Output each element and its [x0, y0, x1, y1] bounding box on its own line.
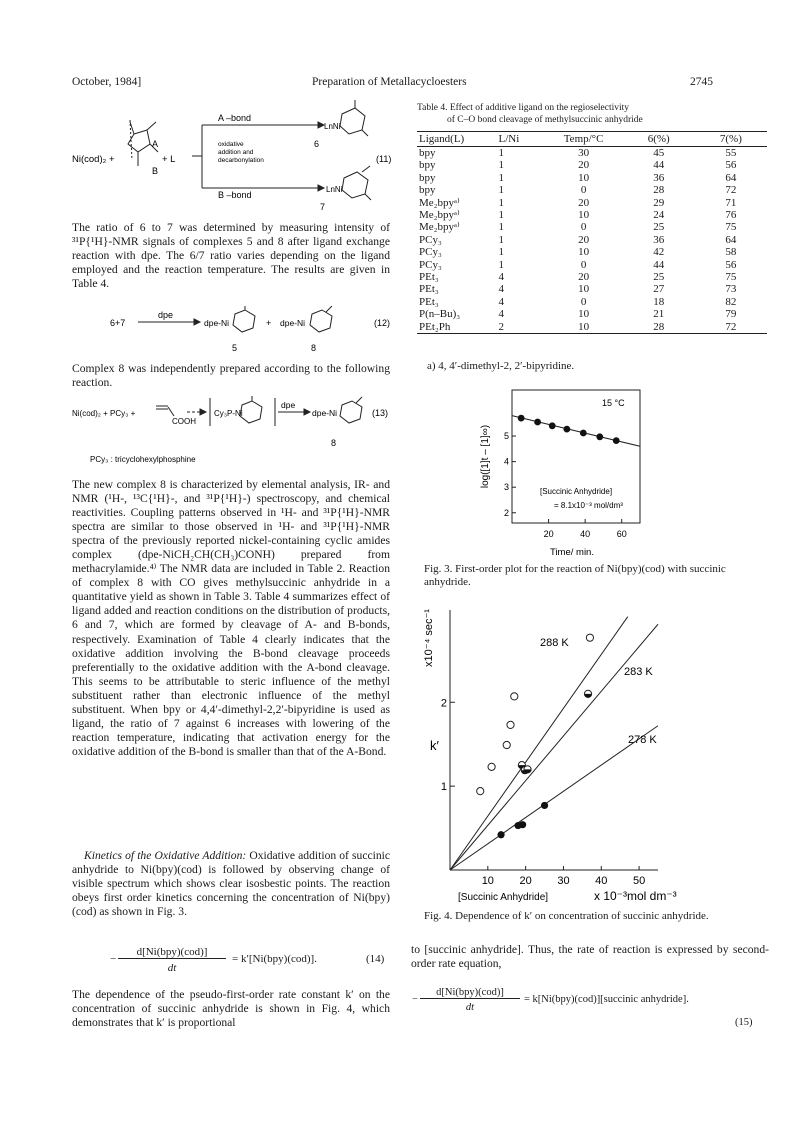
page-number: 2745: [690, 76, 713, 88]
fig4-point-open: [586, 634, 593, 641]
table-row: [417, 321, 767, 334]
fig3-data-point: [613, 437, 620, 444]
bond-b-mark: B: [152, 166, 159, 176]
table-cell: 28: [653, 320, 665, 333]
table-row: [417, 308, 767, 320]
paragraph-new-complex: [72, 478, 390, 759]
table-cell: 4: [498, 283, 504, 296]
table-cell: 71: [725, 196, 737, 209]
table-cell: PEt₃: [419, 283, 439, 296]
fig4-point-filled: [519, 821, 526, 828]
table-cell: 58: [725, 246, 737, 259]
paragraph-ratio: [72, 221, 390, 291]
table-cell: 20: [578, 159, 590, 172]
equation-13-number: (13): [372, 408, 389, 418]
fig4-point-open: [511, 693, 518, 700]
table-cell: 28: [653, 184, 665, 197]
fig4-x-tick-label: 30: [557, 875, 570, 887]
table-cell: 29: [653, 196, 665, 209]
fig4-y-tick-label: 1: [440, 781, 447, 794]
paragraph-dependence: [72, 988, 390, 1030]
table-cell: 0: [580, 184, 587, 197]
scheme-12-left: 6+7: [110, 318, 126, 328]
fig4-x-tick-label: 40: [595, 875, 608, 887]
figure-4: [418, 600, 718, 905]
fig4-series-label: 283 K: [624, 666, 653, 678]
table-cell: 4: [498, 308, 504, 321]
table-cell: 1: [498, 147, 504, 159]
table-4-body: [417, 147, 767, 334]
scheme-12-product-2: dpe-Ni: [280, 318, 306, 328]
eq14-denominator: dt: [167, 962, 177, 974]
scheme-13-acid: COOH: [172, 417, 196, 426]
table-cell: 64: [725, 171, 737, 184]
equation-11-number: (11): [376, 154, 392, 164]
table-cell: 10: [578, 209, 590, 222]
fig4-series-label: 288 K: [540, 637, 569, 649]
figure-3-plot: [420, 380, 670, 565]
table-cell: 1: [498, 209, 504, 222]
table-row: [417, 259, 767, 271]
paragraph-complex-8: [72, 362, 390, 390]
fig4-x-tick-label: 50: [632, 875, 646, 887]
table-cell: 10: [578, 283, 590, 296]
paragraph-ratio-text: The ratio of 6 to 7 was determined by measuring intensity of ³¹P{¹H}-NMR signals of complexes 5 and 8 after ligand exchange reaction with dpe. The 6/7 ratio varies depending on the ligand employed and the reaction temperature. The results are given in Table 4.: [72, 221, 390, 291]
table-cell: 36: [653, 233, 665, 246]
table-cell: bpy: [419, 171, 436, 184]
fig4-point-filled: [497, 831, 504, 838]
fig4-point-open: [503, 741, 510, 748]
table-row: [417, 246, 767, 258]
scheme-13-product: dpe-Ni: [312, 408, 338, 418]
paragraph-second-order: [411, 943, 769, 971]
table-cell: 27: [653, 283, 665, 296]
compound-8-number-b: 8: [331, 438, 337, 448]
table-cell: 79: [725, 308, 737, 321]
kinetics-heading: Kinetics of the Oxidative Addition:: [84, 849, 247, 862]
figure-4-caption: Fig. 4. Dependence of k′ on concentration of succinic anhydride.: [424, 910, 709, 922]
fig4-y-axis-label: k′: [430, 738, 439, 753]
fig3-y-tick-label: 4: [503, 456, 509, 467]
table-cell: P(n–Bu)₃: [419, 308, 461, 321]
eq15-number: (15): [735, 1017, 753, 1028]
paragraph-dependence-text: The dependence of the pseudo-first-order rate constant k′ on the concentration of succinic anhydride is shown in Fig. 4, which demonstrates that k′ is proportional: [72, 988, 390, 1030]
table-cell: 10: [578, 246, 590, 259]
table-row: [417, 271, 767, 283]
fig3-fit-line: [512, 416, 640, 447]
scheme-13-intermediate: Cy₃P-Ni: [214, 409, 243, 418]
compound-5-number: 5: [232, 343, 238, 353]
a-bond-label: A –bond: [218, 113, 252, 123]
table-row: [417, 283, 767, 295]
table-cell: bpy: [419, 159, 436, 172]
scheme-12-product-1: dpe-Ni: [204, 318, 230, 328]
table-cell: 75: [725, 221, 737, 234]
process-line-1: oxidative: [218, 141, 244, 148]
table-4-caption-line-2: of C–O bond cleavage of methylsuccinic anhydride: [447, 115, 643, 125]
eq15-minus: −: [412, 994, 418, 1005]
fig3-data-point: [580, 430, 587, 437]
table-cell: Me₂bpyᵃ⁾: [419, 196, 460, 209]
table-cell: PCy₃: [419, 233, 442, 246]
scheme-12-plus: +: [266, 318, 272, 328]
fig3-data-point: [518, 415, 525, 422]
table-4-caption: [417, 102, 767, 126]
figure-3-caption: Fig. 3. First-order plot for the reaction of Ni(bpy)(cod) with succinic anhydride.: [424, 563, 726, 588]
table-cell: 2: [498, 320, 504, 333]
table-row: [417, 234, 767, 246]
table-cell: 30: [578, 147, 590, 159]
process-line-2: addition and: [218, 149, 254, 156]
scheme-12: [110, 306, 395, 356]
table-cell: 1: [498, 196, 504, 209]
table-cell: 25: [653, 221, 665, 234]
scheme-11-reagent: Ni(cod)₂ +: [72, 154, 115, 165]
scheme-11-drawing: [72, 100, 397, 215]
table-cell: 44: [653, 258, 665, 271]
table-cell: 76: [725, 209, 737, 222]
table-cell: PEt₃: [419, 271, 439, 284]
table-cell: PCy₃: [419, 246, 442, 259]
table-cell: 20: [578, 271, 590, 284]
fig3-x-tick-label: 40: [580, 529, 591, 539]
table-row: [417, 147, 767, 160]
table-cell: 4: [498, 295, 504, 308]
table-cell: 0: [580, 258, 587, 271]
table-cell: PCy₃: [419, 258, 442, 271]
table-row: [417, 296, 767, 308]
table-cell: 24: [653, 209, 665, 222]
table-cell: 64: [725, 233, 737, 246]
table-4-grid: [417, 131, 767, 334]
table-row: [417, 159, 767, 171]
scheme-13-drawing: [72, 396, 397, 468]
col-header-ligand: Ligand(L): [417, 132, 496, 147]
table-cell: 4: [498, 271, 504, 284]
eq14-minus: −: [110, 953, 117, 965]
table-cell: PEt₃: [419, 295, 439, 308]
table-cell: 36: [653, 171, 665, 184]
col-header-temp: Temp/°C: [545, 132, 623, 147]
fig3-concentration-note-2: = 8.1x10⁻³ mol/dm³: [554, 501, 623, 510]
b-bond-label: B –bond: [218, 190, 252, 200]
table-cell: 10: [578, 171, 590, 184]
fig4-x-axis-label: [Succinic Anhydride]: [458, 892, 549, 903]
table-cell: 45: [653, 147, 665, 159]
compound-6-number: 6: [314, 139, 320, 149]
fig3-data-point: [549, 422, 556, 429]
scheme-11-plus-l: + L: [162, 154, 176, 165]
fig4-fit-line-0: [450, 617, 628, 870]
compound-8-number: 8: [311, 343, 317, 353]
equation-15: [412, 987, 770, 1037]
fig4-y-tick-label: 2: [440, 697, 447, 710]
scheme-12-reagent: dpe: [158, 310, 174, 320]
eq15-rhs: = k[Ni(bpy)(cod)][succinic anhydride].: [524, 994, 689, 1005]
table-cell: 72: [725, 320, 737, 333]
table-cell: 82: [725, 295, 737, 308]
scheme-13-reagent: dpe: [281, 400, 296, 410]
scheme-13: [72, 396, 397, 468]
table-row: [417, 197, 767, 209]
fig4-point-filled: [541, 802, 548, 809]
fig3-x-tick-label: 60: [616, 529, 627, 539]
figure-3: [420, 380, 670, 565]
col-header-7: 7(%): [695, 132, 767, 147]
eq15-numerator: d[Ni(bpy)(cod)]: [420, 987, 520, 999]
product-7-label: LnNi: [326, 185, 343, 194]
table-4-footnote: a) 4, 4′-dimethyl-2, 2′-bipyridine.: [427, 360, 575, 372]
table-cell: 18: [653, 295, 665, 308]
table-cell: 10: [578, 308, 590, 321]
table-cell: 42: [653, 246, 665, 259]
table-cell: bpy: [419, 184, 436, 197]
fig4-y-axis-unit: x10⁻⁴ sec⁻¹: [423, 609, 435, 667]
table-4: [417, 131, 767, 334]
table-cell: 1: [498, 221, 504, 234]
fig3-y-tick-label: 2: [503, 507, 509, 518]
table-cell: 72: [725, 184, 737, 197]
paragraph-second-order-text: to [succinic anhydride]. Thus, the rate of reaction is expressed by second-order rate equation,: [411, 943, 769, 971]
fig3-data-point: [563, 426, 570, 433]
table-cell: 20: [578, 233, 590, 246]
fig4-point-open: [488, 763, 495, 770]
fig3-x-axis-label: Time/ min.: [550, 547, 594, 558]
bond-a-mark: A: [152, 139, 159, 149]
table-cell: 1: [498, 159, 504, 172]
table-cell: 56: [725, 258, 737, 271]
eq14-numerator: d[Ni(bpy)(cod)]: [118, 946, 226, 959]
paragraph-complex-8-text: Complex 8 was independently prepared according to the following reaction.: [72, 362, 390, 390]
paragraph-kinetics-text: Oxidative addition of succinic anhydride to Ni(bpy)(cod) is followed by observing change of visible spectrum which shows clear isosbestic points. The reaction obeys first order kinetics concerning the concentration of Ni(bpy)(cod) as shown in Fig. 3.: [72, 849, 390, 919]
fig3-y-tick-label: 3: [503, 482, 509, 493]
equation-12-number: (12): [374, 318, 391, 328]
table-cell: 1: [498, 246, 504, 259]
fig4-point-open: [477, 788, 484, 795]
table-row: [417, 209, 767, 221]
eq14-rhs: = k′[Ni(bpy)(cod)].: [232, 953, 317, 965]
paragraph-kinetics: [72, 849, 390, 919]
fig3-data-point: [534, 419, 541, 426]
fig4-series-label: 278 K: [628, 734, 657, 746]
table-cell: 20: [578, 196, 590, 209]
fig3-x-tick-label: 20: [543, 529, 554, 539]
running-date: October, 1984]: [72, 76, 142, 88]
table-cell: Me₂bpyᵃ⁾: [419, 209, 460, 222]
table-cell: 55: [725, 147, 737, 159]
col-header-ratio: L/Ni: [496, 132, 544, 147]
equation-14: [110, 946, 390, 980]
fig3-concentration-note-1: [Succinic Anhydride]: [540, 487, 613, 496]
table-cell: 1: [498, 171, 504, 184]
paragraph-new-complex-text: The new complex 8 is characterized by elemental analysis, IR- and NMR (¹H-, ¹³C{¹H}-, and ³¹P{¹H}-) spectroscopy, and chemical reactivities. Coupling patterns observed in ¹H- and ³¹P{¹H}-NMR spectra are similar to those observed in ¹H- and ³¹P{¹H}-NMR spectra of the previously reported nickel-containing cyclic amides complex (dpe-NiCH₂CH(CH₃)CONH) prepared from methacrylamide.⁴⁾ The NMR data are included in Table 2. Reaction of complex 8 with CO gives methylsuccinic anhydride in a quantitative yield as shown in Table 3. Table 4 summarizes effect of ligand added and reaction conditions on the distribution of products, 6 and 7, which are formed by cleavage of A- and B-bonds, respectively. Examination of Table 4 clearly indicates that the oxidative addition involving the B-bond cleavage proceeds preferentially to the oxidative addition with the A-bond cleavage. This seems to be attributable to steric influence of the methyl substituent rather than electronic influence of the methyl substituent. When bpy or 4,4′-dimethyl-2,2′-bipyridine is used as ligand, the ratio of 7 against 6 increases with lowering of the reaction temperature, indicating that activation energy for the oxidative addition of the B-bond is smaller than that of the A-Bond.: [72, 478, 390, 758]
table-cell: PEt₂Ph: [419, 320, 451, 333]
fig3-y-tick-label: 5: [503, 431, 509, 442]
table-cell: 73: [725, 283, 737, 296]
col-header-6: 6(%): [623, 132, 695, 147]
scheme-13-left: Ni(cod)₂ + PCy₃ +: [72, 409, 136, 418]
table-cell: 56: [725, 159, 737, 172]
fig3-data-point: [596, 433, 603, 440]
table-row: [417, 221, 767, 233]
table-cell: 75: [725, 271, 737, 284]
table-cell: Me₂bpyᵃ⁾: [419, 221, 460, 234]
table-cell: 0: [580, 221, 587, 234]
fig4-x-tick-label: 10: [481, 875, 494, 887]
table-cell: 1: [498, 258, 504, 271]
table-cell: 1: [498, 184, 504, 197]
fig3-temperature-label: 15 °C: [602, 398, 625, 408]
figure-4-plot: [418, 600, 718, 905]
running-title: Preparation of Metallacycloesters: [312, 76, 467, 88]
fig4-point-open: [507, 721, 514, 728]
scheme-12-drawing: [110, 306, 395, 356]
table-cell: 1: [498, 233, 504, 246]
pcy3-note: PCy₃ : tricyclohexylphosphine: [90, 455, 196, 464]
eq15-denominator: dt: [465, 1002, 475, 1013]
table-cell: 25: [653, 271, 665, 284]
eq14-number: (14): [366, 953, 385, 965]
process-line-3: decarbonylation: [218, 157, 264, 164]
fig3-y-axis-label: log([1]t – [1]∞): [480, 424, 491, 489]
table-cell: 0: [580, 295, 587, 308]
table-4-caption-line-1: Table 4. Effect of additive ligand on the regioselectivity: [417, 103, 630, 113]
fig4-x-axis-unit: x 10⁻³mol dm⁻³: [594, 889, 677, 903]
table-cell: 44: [653, 159, 665, 172]
table-cell: bpy: [419, 147, 436, 159]
product-6-label: LnNi: [324, 122, 341, 131]
compound-7-number: 7: [320, 202, 326, 212]
table-row: [417, 184, 767, 196]
scheme-11: [72, 100, 397, 215]
table-cell: 21: [653, 308, 665, 321]
fig4-x-tick-label: 20: [519, 875, 532, 887]
table-cell: 10: [578, 320, 590, 333]
table-row: [417, 172, 767, 184]
